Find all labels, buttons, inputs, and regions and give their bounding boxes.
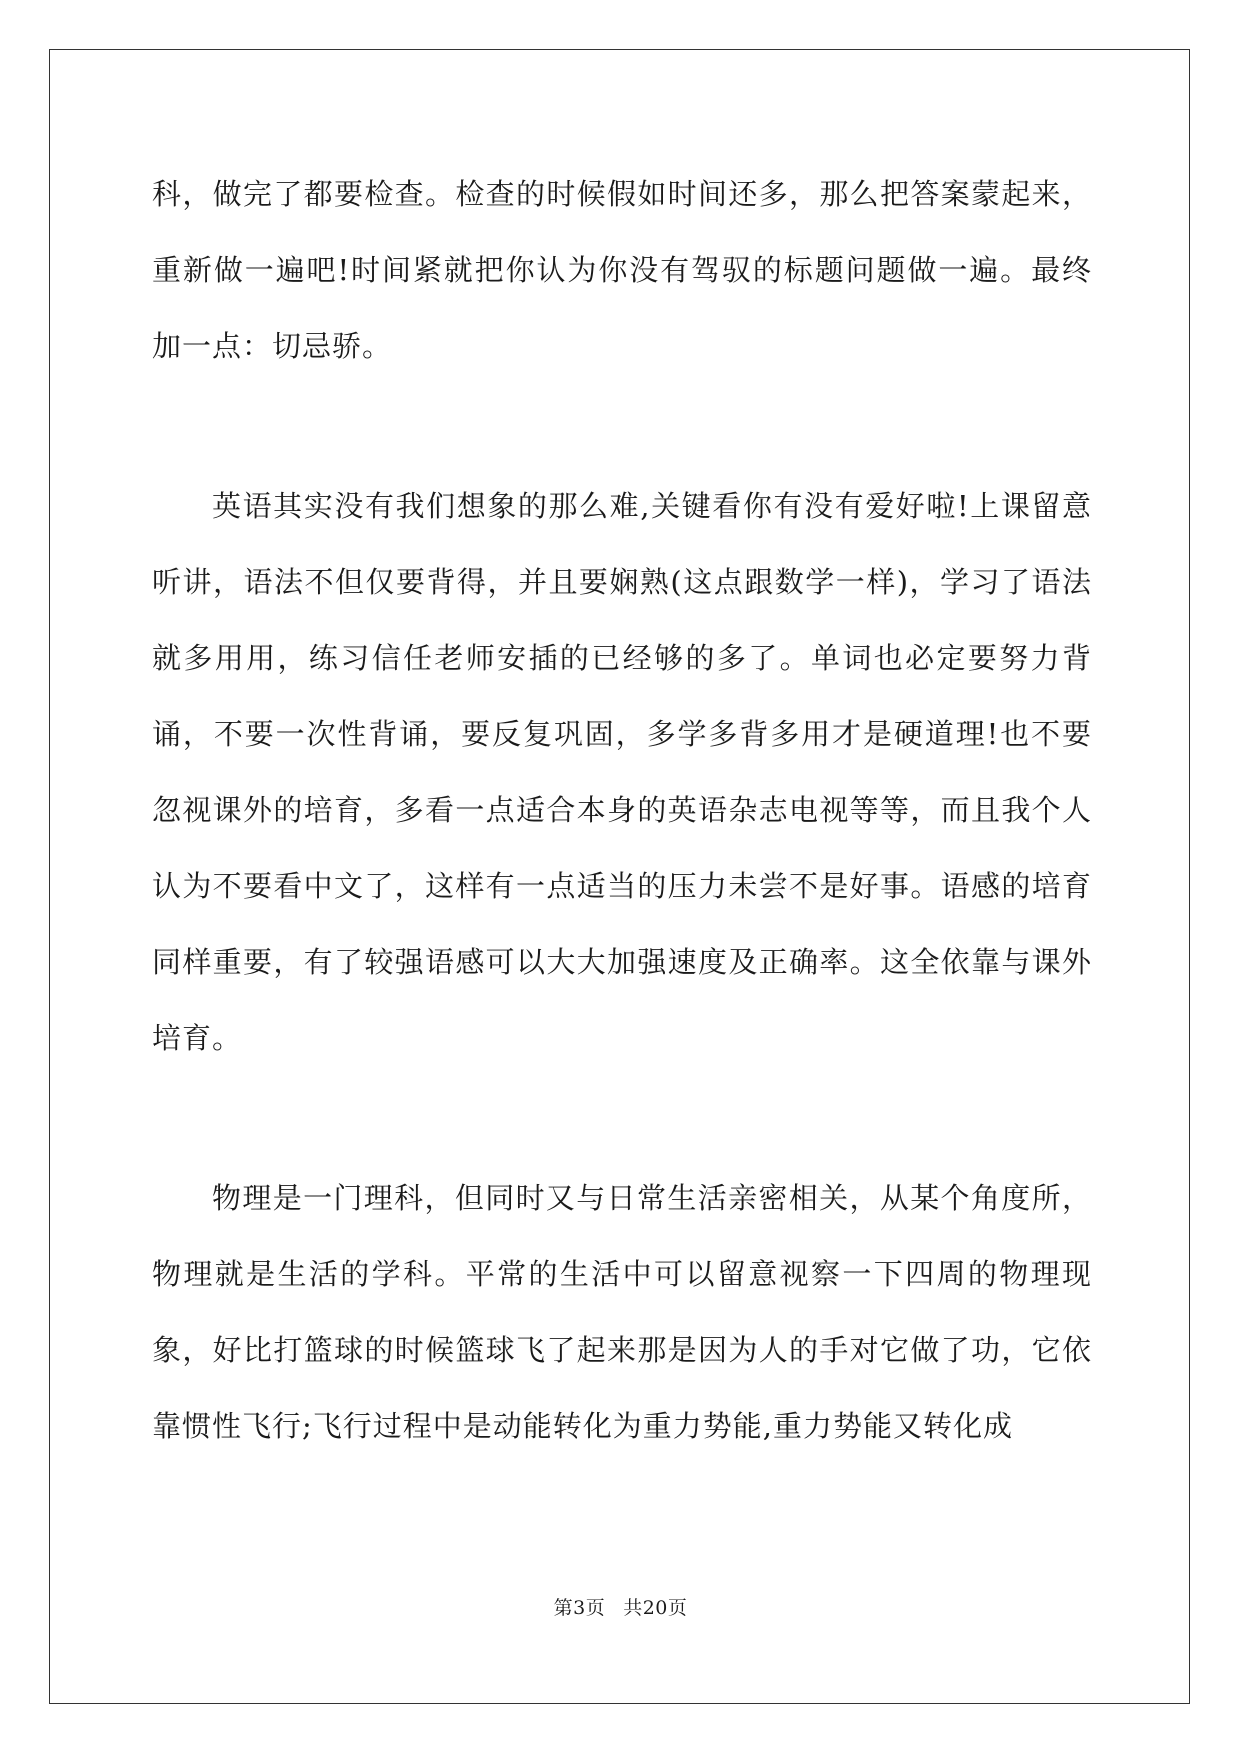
paragraph-gap <box>152 1076 1092 1160</box>
paragraph-gap <box>152 384 1092 468</box>
page-footer <box>0 1593 1241 1620</box>
page-number: 第3页 <box>553 1597 606 1619</box>
document-body <box>152 156 1092 1464</box>
paragraph-1: 科，做完了都要检查。检查的时候假如时间还多，那么把答案蒙起来，重新做一遍吧!时间紧就把你认为你没有驾驭的标题问题做一遍。最终加一点：切忌骄。 <box>152 177 1092 363</box>
page-total: 共20页 <box>623 1597 688 1619</box>
paragraph-3: 物理是一门理科，但同时又与日常生活亲密相关，从某个角度所，物理就是生活的学科。平常的生活中可以留意视察一下四周的物理现象，好比打篮球的时候篮球飞了起来那是因为人的手对它做了功，它依靠惯性飞行;飞行过程中是动能转化为重力势能,重力势能又转化成 <box>152 1181 1092 1443</box>
paragraph-2: 英语其实没有我们想象的那么难,关键看你有没有爱好啦!上课留意听讲，语法不但仅要背得，并且要娴熟(这点跟数学一样)，学习了语法就多用用，练习信任老师安插的已经够的多了。单词也必定要努力背诵，不要一次性背诵，要反复巩固，多学多背多用才是硬道理!也不要忽视课外的培育，多看一点适合本身的英语杂志电视等等，而且我个人认为不要看中文了，这样有一点适当的压力未尝不是好事。语感的培育同样重要，有了较强语感可以大大加强速度及正确率。这全依靠与课外培育。 <box>152 489 1092 1055</box>
